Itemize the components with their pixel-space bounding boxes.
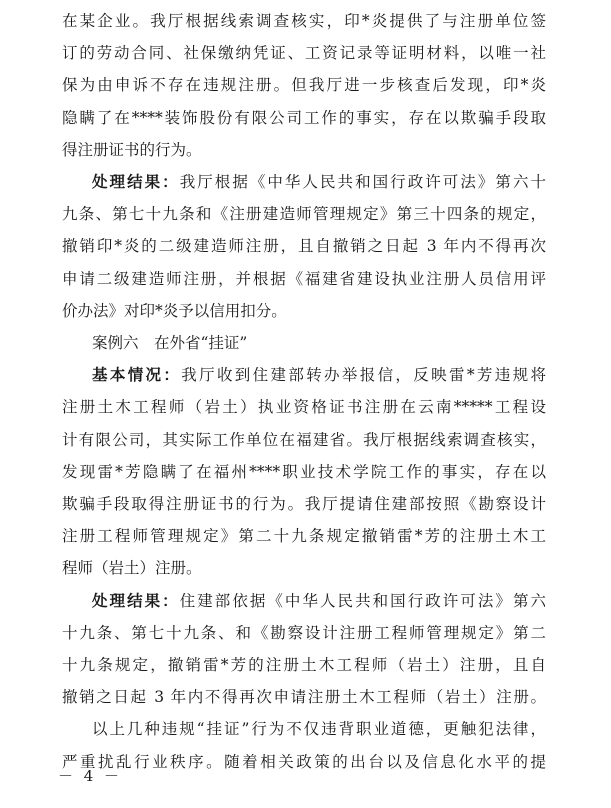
- conclusion-line: 严重扰乱行业秩序。随着相关政策的出台以及信息化水平的提: [62, 752, 546, 771]
- paragraph-line: 九条、第七十九条和《注册建造师管理规定》第三十四条的规定，: [62, 205, 546, 224]
- paragraph-line: 十九条规定，撤销雷*芳的注册土木工程师（岩土）注册，且自: [62, 656, 546, 674]
- result-2-label: 处理结果：: [92, 590, 180, 610]
- result-2-first-line: [92, 586, 546, 616]
- paragraph-line: 计有限公司，其实际工作单位在福建省。我厅根据线索调查核实，: [62, 430, 546, 449]
- paragraph-line: 注册土木工程师（岩土）执业资格证书注册在云南*****工程设: [62, 398, 546, 417]
- basic-text: 我厅收到住建部转办举报信，反映雷*芳违规将: [181, 366, 546, 385]
- page-number: － 4 －: [57, 767, 123, 785]
- paragraph-line: 撤销印*炎的二级建造师注册，且自撤销之日起 3 年内不得再次: [62, 237, 546, 256]
- result-2-text: 住建部依据《中华人民共和国行政许可法》第六: [179, 591, 546, 610]
- result-1-first-line: [92, 167, 546, 197]
- paragraph-line: 发现雷*芳隐瞒了在福州****职业技术学院工作的事实，存在以: [62, 462, 546, 481]
- paragraph-line: 得注册证书的行为。: [62, 140, 202, 159]
- paragraph-line: 保为由申诉不存在违规注册。但我厅进一步核查后发现，印*炎: [62, 76, 546, 95]
- paragraph-line: 订的劳动合同、社保缴纳凭证、工资记录等证明材料，以唯一社: [62, 44, 546, 63]
- paragraph-line: 注册工程师管理规定》第二十九条规定撤销雷*芳的注册土木工: [62, 527, 546, 546]
- paragraph-line: 欺骗手段取得注册证书的行为。我厅提请住建部按照《勘察设计: [62, 495, 546, 513]
- paragraph-line: 申请二级建造师注册，并根据《福建省建设执业注册人员信用评: [62, 269, 546, 288]
- result-1-label: 处理结果：: [92, 172, 180, 191]
- basic-label: 基本情况：: [92, 365, 182, 385]
- case-6-heading: 案例六 在外省“挂证”: [92, 334, 248, 352]
- paragraph-line: 程师（岩土）注册。: [62, 559, 202, 578]
- paragraph-line: 在某企业。我厅根据线索调查核实，印*炎提供了与注册单位签: [62, 12, 546, 30]
- conclusion-line: 以上几种违规“挂证”行为不仅违背职业道德，更触犯法律，: [92, 720, 546, 739]
- result-1-text: 我厅根据《中华人民共和国行政许可法》第六十: [179, 173, 546, 191]
- paragraph-line: 价办法》对印*炎予以信用扣分。: [62, 301, 287, 320]
- paragraph-line: 十九条、第七十九条、和《勘察设计注册工程师管理规定》第二: [62, 623, 546, 642]
- paragraph-line: 撤销之日起 3 年内不得再次申请注册土木工程师（岩土）注册。: [62, 688, 546, 707]
- basic-first-line: [92, 360, 546, 390]
- paragraph-line: 隐瞒了在****装饰股份有限公司工作的事实，存在以欺骗手段取: [62, 108, 546, 127]
